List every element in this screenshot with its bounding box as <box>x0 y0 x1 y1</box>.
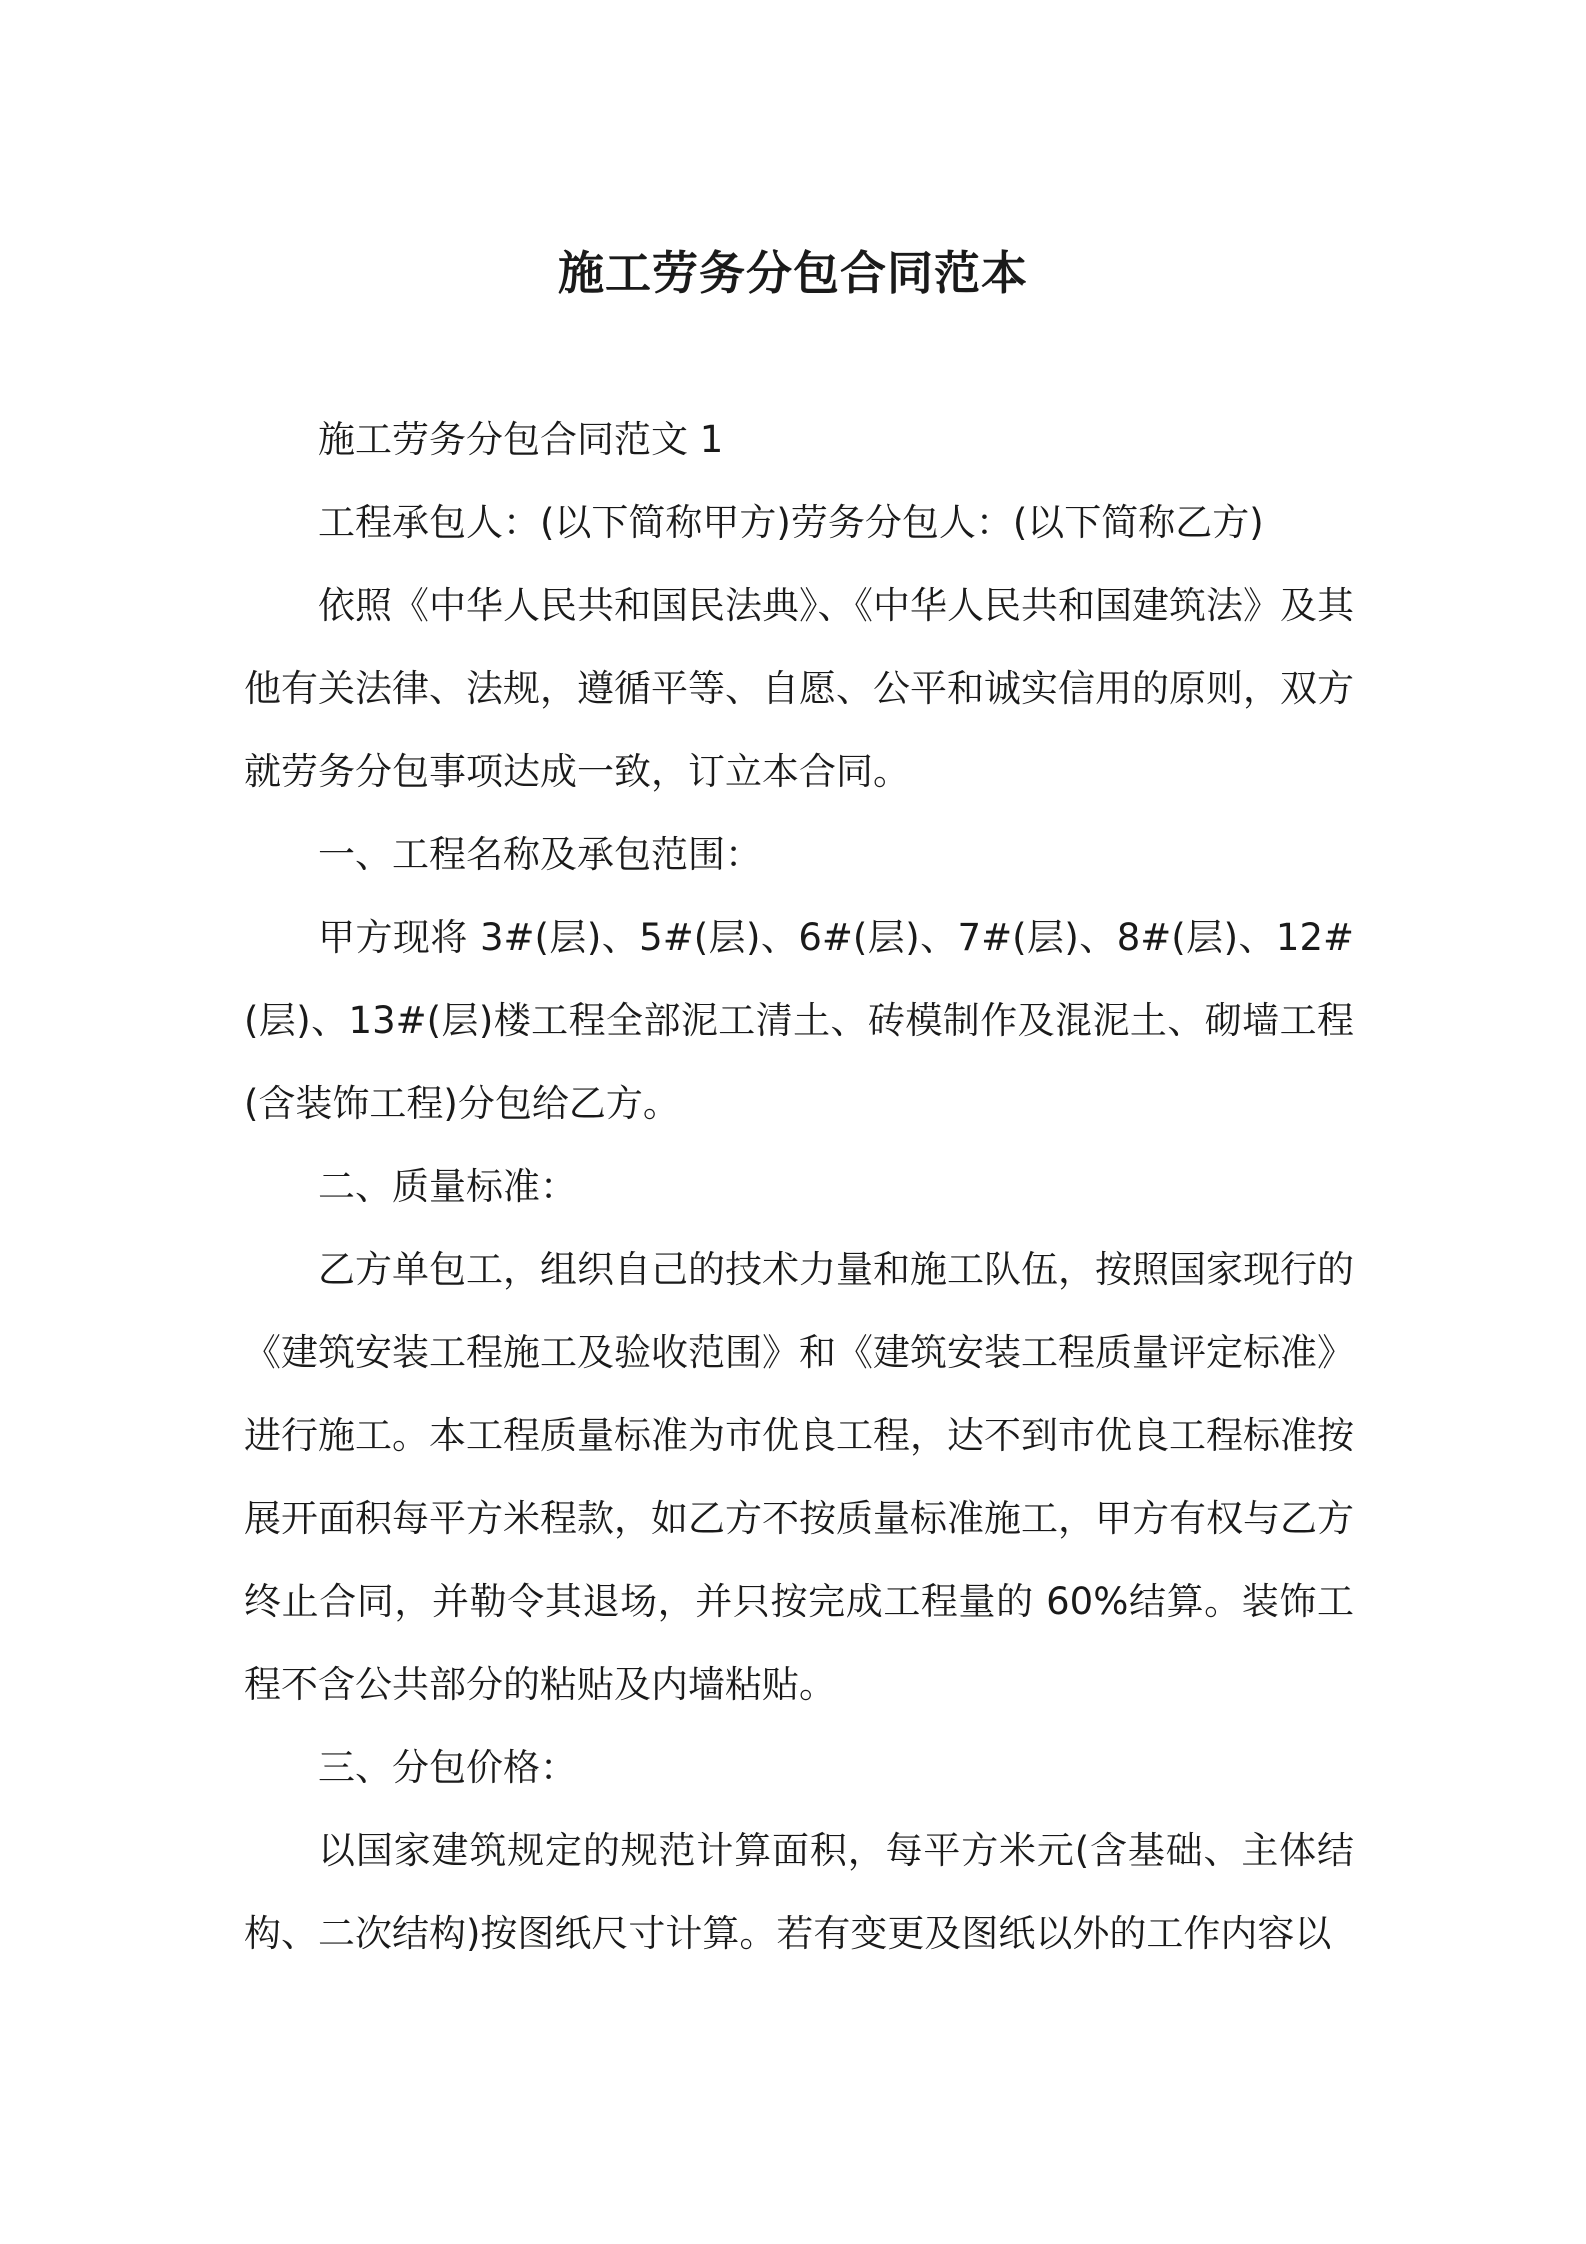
preamble-paragraph: 依照《中华人民共和国民法典》、《中华人民共和国建筑法》及其他有关法律、法规，遵循平等、自愿、公平和诚实信用的原则，双方就劳务分包事项达成一致，订立本合同。 <box>244 584 1354 793</box>
clause-heading-scope: 一、工程名称及承包范围： <box>318 833 762 876</box>
clause-body-scope: 甲方现将 3#(层)、5#(层)、6#(层)、7#(层)、8#(层)、12#(层)、13#(层)楼工程全部泥工清土、砖模制作及混泥土、砌墙工程(含装饰工程)分包给乙方。 <box>244 916 1354 1125</box>
clause-heading-quality: 二、质量标准： <box>318 1165 577 1208</box>
document-body <box>244 398 1354 1975</box>
clause-body-price: 以国家建筑规定的规范计算面积，每平方米元(含基础、主体结构、二次结构)按图纸尺寸计算。若有变更及图纸以外的工作内容以 <box>244 1829 1354 1955</box>
document-title: 施工劳务分包合同范本 <box>558 245 1028 300</box>
clause-heading-price: 三、分包价格： <box>318 1746 577 1789</box>
clause-body-quality: 乙方单包工，组织自己的技术力量和施工队伍，按照国家现行的《建筑安装工程施工及验收范围》和《建筑安装工程质量评定标准》进行施工。本工程质量标准为市优良工程，达不到市优良工程标准按展开面积每平方米程款，如乙方不按质量标准施工，甲方有权与乙方终止合同，并勒令其退场，并只按完成工程量的 60%结算。装饰工程不含公共部分的粘贴及内墙粘贴。 <box>244 1248 1354 1706</box>
section-heading-contract-1: 施工劳务分包合同范文 1 <box>318 418 724 461</box>
parties-line: 工程承包人：(以下简称甲方)劳务分包人：(以下简称乙方) <box>318 501 1264 544</box>
